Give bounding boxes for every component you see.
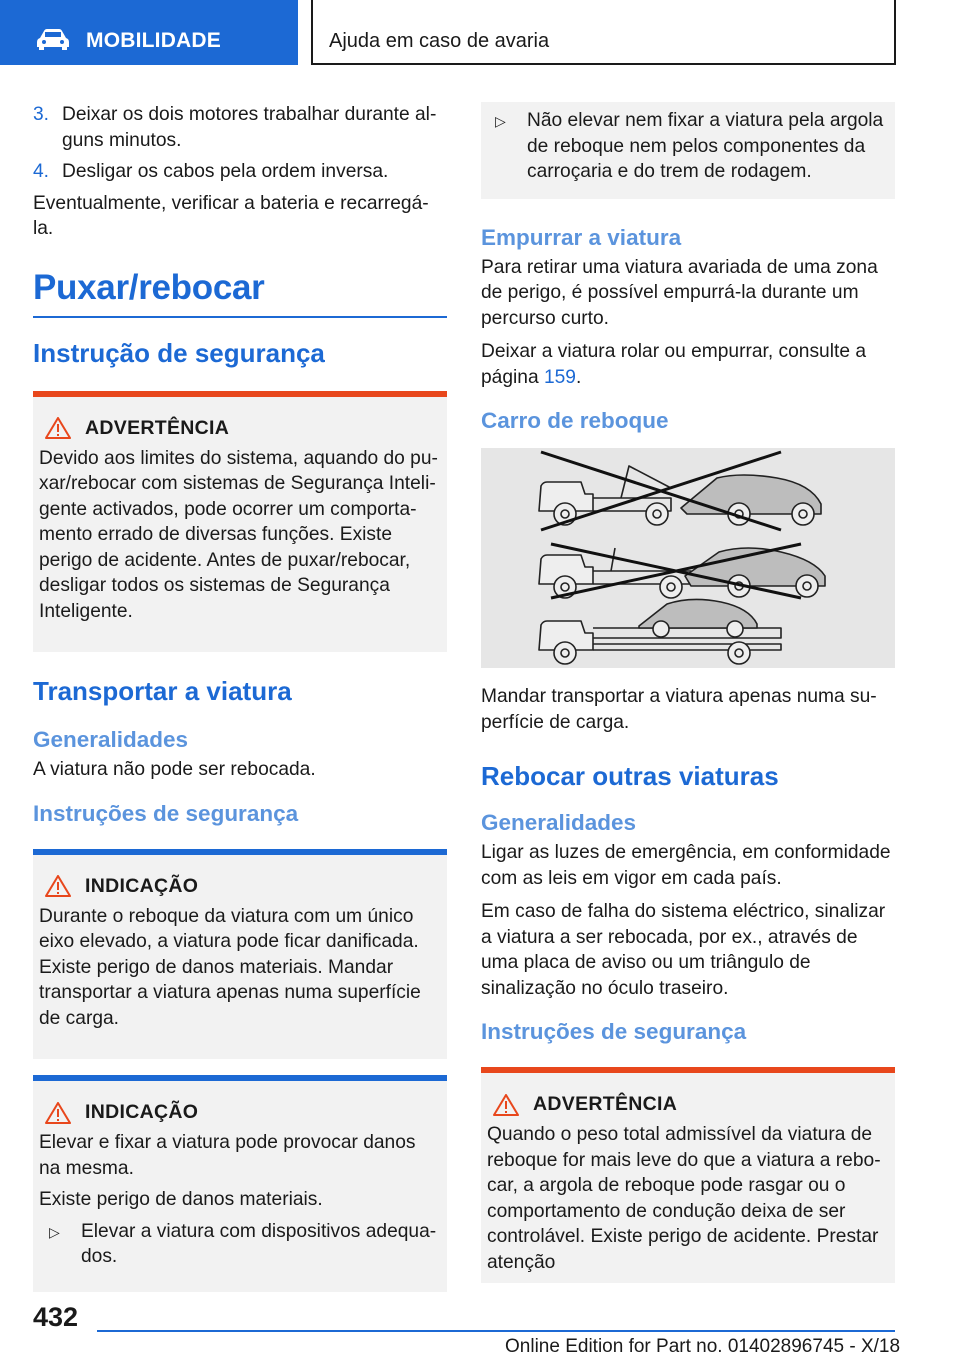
paragraph: Em caso de falha do sistema eléctrico, sinalizar a viatura a ser rebocada, por ex., através de uma placa de aviso ou um triângulo de sinalização no óculo traseiro. — [481, 901, 886, 999]
list-item-text: Elevar a viatura com dispositivos adequados. — [81, 1220, 437, 1267]
list-item — [33, 159, 447, 185]
notice-text: Durante o reboque da viatura com um único eixo elevado, a viatura pode ficar danificada. Existe perigo de danos materiais. Mandar transportar a viatura apenas numa superfície de carga. — [39, 905, 421, 1029]
list-item — [33, 102, 447, 153]
paragraph: Ligar as luzes de emergência, em conformidade com as leis em vigor em cada país. — [481, 842, 891, 889]
warning-triangle-icon — [45, 417, 71, 439]
subsection-heading: Generalidades — [481, 810, 637, 835]
notice-box — [33, 849, 447, 1060]
section-heading: Instrução de segurança — [33, 337, 325, 368]
notice-box — [33, 1075, 447, 1292]
page-number: 432 — [33, 1302, 79, 1332]
left-column — [33, 102, 447, 1308]
footer-divider — [97, 1330, 895, 1332]
paragraph — [481, 339, 895, 390]
warning-triangle-icon — [45, 875, 71, 897]
warning-box — [33, 391, 447, 653]
subsection-heading: Instruções de segurança — [33, 800, 299, 826]
step-text: Desligar os cabos pela ordem inversa. — [62, 161, 389, 182]
section-tab-label: MOBILIDADE — [86, 29, 221, 52]
bullet-triangle-icon: ▷ — [495, 113, 506, 129]
tow-truck-illustration — [481, 448, 895, 668]
warning-triangle-icon — [45, 1102, 71, 1124]
notice-text: Elevar e fixar a viatura pode provocar danos na mesma. — [39, 1132, 416, 1179]
warning-label: ADVERTÊNCIA — [85, 416, 230, 439]
subsection-heading: Empurrar a viatura — [481, 224, 682, 250]
tow-truck-illustration-graphic — [481, 448, 895, 668]
page-link[interactable]: 159 — [543, 366, 576, 388]
list-item — [491, 108, 887, 185]
paragraph: Eventualmente, verificar a bateria e recarregá-la. — [33, 192, 429, 239]
section-tab[interactable] — [0, 0, 298, 65]
breadcrumb-label: Ajuda em caso de avaria — [329, 30, 550, 52]
paragraph-text: . — [575, 366, 582, 388]
warning-triangle-icon — [493, 1094, 519, 1116]
warning-box — [481, 1067, 895, 1283]
list-item-text: Não elevar nem fixar a viatura pela argola de reboque nem pelos componentes da carroçaria e do trem de rodagem. — [527, 110, 884, 182]
breadcrumb — [311, 0, 896, 65]
bullet-triangle-icon: ▷ — [49, 1223, 60, 1240]
paragraph: Para retirar uma viatura avariada de uma zona de perigo, é possível empurrá-la durante um percurso curto. — [481, 256, 878, 329]
notice-box-continued — [481, 102, 895, 199]
section-heading: Transportar a viatura — [33, 676, 292, 706]
notice-label: INDICAÇÃO — [85, 874, 199, 897]
page-title: Puxar/rebocar — [33, 268, 447, 318]
right-column — [481, 102, 895, 1299]
notice-label: INDICAÇÃO — [85, 1101, 199, 1123]
paragraph: A viatura não pode ser rebocada. — [33, 759, 316, 780]
subsection-heading: Instruções de segurança — [481, 1019, 747, 1044]
warning-text: Quando o peso total admissível da viatura de reboque for mais leve do que a viatura a rebocar, a argola de reboque pode rasgar ou o comportamento de condução deixa de ser controlável. Existe perigo de acidente. Prestar atenção — [487, 1124, 881, 1273]
warning-label: ADVERTÊNCIA — [533, 1093, 678, 1115]
section-heading: Rebocar outras viaturas — [481, 761, 779, 791]
footer-edition: Online Edition for Part no. 01402896745 - X/18 — [505, 1336, 901, 1357]
illustration-caption: Mandar transportar a viatura apenas numa superfície de carga. — [481, 686, 877, 733]
warning-text: Devido aos limites do sistema, aquando do puxar/rebocar com sistemas de Segurança Inteligente activados, pode ocorrer um comportamento errado de diversas funções. Existe perigo de acidente. Antes de puxar/rebocar, desligar todos os sistemas de Segurança Inteligente. — [39, 447, 438, 622]
notice-text: Existe perigo de danos materiais. — [39, 1189, 323, 1210]
step-text: Deixar os dois motores trabalhar durante alguns minutos. — [62, 104, 437, 151]
subsection-heading: Generalidades — [33, 727, 189, 752]
list-item — [39, 1219, 441, 1270]
step-number: 4. — [33, 161, 50, 182]
paragraph-text: Deixar a viatura rolar ou empurrar, consulte a página — [481, 341, 866, 388]
step-number: 3. — [33, 104, 50, 125]
subsection-heading: Carro de reboque — [481, 408, 669, 433]
car-icon — [36, 28, 70, 50]
